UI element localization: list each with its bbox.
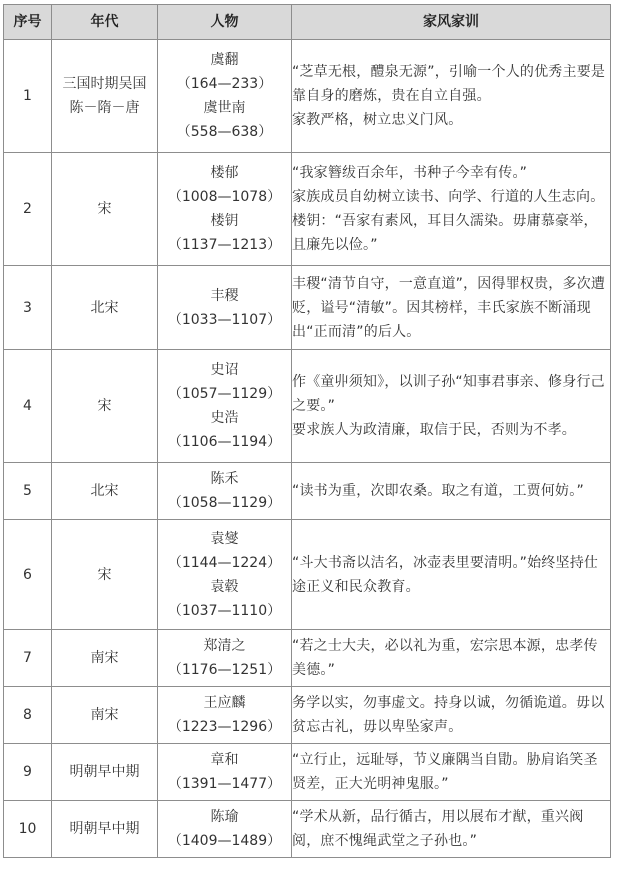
person-name: 史诏 xyxy=(210,362,239,378)
person-name: 陈瑜 xyxy=(210,809,239,825)
table-row xyxy=(4,744,611,801)
person-name: 陈禾 xyxy=(210,471,239,487)
row-family-rules xyxy=(292,153,611,266)
person-years: （1057—1129） xyxy=(167,386,282,402)
era-line: 北宋 xyxy=(90,299,119,316)
row-era xyxy=(52,153,158,266)
person-years: （1176—1251） xyxy=(167,662,282,678)
person-name: 史浩 xyxy=(210,410,239,426)
row-person xyxy=(158,153,292,266)
row-index: 7 xyxy=(4,630,52,687)
person-years: （558—638） xyxy=(176,124,273,140)
row-era xyxy=(52,40,158,153)
row-person xyxy=(158,801,292,858)
row-family-rules xyxy=(292,630,611,687)
person-years: （1223—1296） xyxy=(167,719,282,735)
person-name: 楼郁 xyxy=(210,165,239,181)
rule-text: “若之士大夫，必以礼为重，宏宗思本源，忠孝传美德。” xyxy=(292,638,598,678)
row-family-rules xyxy=(292,801,611,858)
person-years: （1144—1224） xyxy=(167,554,282,571)
rule-text: 作《童丱须知》，以训子孙“知事君事亲、修身行己之要。” xyxy=(292,374,605,414)
era-line: 陈－隋－唐 xyxy=(69,100,140,116)
era-line: 北宋 xyxy=(90,483,119,499)
row-index: 5 xyxy=(4,463,52,520)
table-row xyxy=(4,687,611,744)
person-name: 郑清之 xyxy=(203,638,246,654)
person-name: 王应麟 xyxy=(203,695,246,711)
row-person xyxy=(158,463,292,520)
person-years: （1058—1129） xyxy=(167,495,282,511)
row-era xyxy=(52,744,158,801)
row-index: 3 xyxy=(4,266,52,350)
person-name: 虞世南 xyxy=(203,100,246,116)
header-family-rules: 家风家训 xyxy=(292,5,611,40)
header-person: 人物 xyxy=(158,5,292,40)
rule-text: 务学以实，勿事虚文。持身以诚，勿循诡道。毋以贫忘古礼，毋以卑坠家声。 xyxy=(292,695,605,735)
row-index: 4 xyxy=(4,350,52,463)
era-line: 三国时期吴国 xyxy=(62,76,147,92)
table-row xyxy=(4,40,611,153)
rule-text: “立行止，远耻辱，节义廉隅当自勖。胁肩谄笑圣贤差，正大光明神鬼服。” xyxy=(292,752,598,792)
family-rules-table xyxy=(3,4,611,858)
row-index: 1 xyxy=(4,40,52,153)
rule-text: 丰稷“清节自守，一意直道”，因得罪权贵，多次遭贬，谥号“清敏”。因其榜样，丰氏家族不断涌现出“正而清”的后人。 xyxy=(292,275,606,340)
rule-text: “芝草无根，醴泉无源”，引喻一个人的优秀主要是靠自身的磨炼，贵在自立自强。 xyxy=(292,64,606,104)
row-person xyxy=(158,40,292,153)
era-line: 明朝早中期 xyxy=(69,821,140,837)
row-era xyxy=(52,266,158,350)
row-era xyxy=(52,630,158,687)
person-name: 章和 xyxy=(210,752,239,768)
row-index: 2 xyxy=(4,153,52,266)
era-line: 宋 xyxy=(97,398,112,414)
person-years: （1106—1194） xyxy=(167,434,282,450)
header-row xyxy=(4,5,611,40)
row-person xyxy=(158,687,292,744)
row-family-rules xyxy=(292,520,611,630)
person-years: （1033—1107） xyxy=(167,311,282,328)
row-index: 10 xyxy=(4,801,52,858)
row-family-rules xyxy=(292,463,611,520)
rule-text: “读书为重，次即农桑。取之有道，工贾何妨。” xyxy=(292,483,584,499)
row-family-rules xyxy=(292,687,611,744)
row-era xyxy=(52,520,158,630)
rule-text: “我家簪绂百余年，书种子今幸有传。” xyxy=(292,165,528,181)
row-person xyxy=(158,630,292,687)
header-era: 年代 xyxy=(52,5,158,40)
header-index: 序号 xyxy=(4,5,52,40)
rule-text: 家教严格，树立忠义门风。 xyxy=(292,112,463,128)
person-name: 楼钥 xyxy=(210,213,239,229)
era-line: 明朝早中期 xyxy=(69,764,140,780)
era-line: 南宋 xyxy=(90,650,119,666)
rule-text: “学术从新，品行循古，用以展布才猷，重兴阀阅，庶不愧绳武堂之子孙也。” xyxy=(292,809,584,849)
person-name: 虞翻 xyxy=(210,52,239,68)
person-name: 丰稷 xyxy=(210,287,239,304)
table-row xyxy=(4,520,611,630)
person-years: （1409—1489） xyxy=(167,833,282,849)
person-years: （1137—1213） xyxy=(167,237,282,253)
rule-text: 要求族人为政清廉，取信于民，否则为不孝。 xyxy=(292,422,576,438)
row-era xyxy=(52,463,158,520)
row-index: 6 xyxy=(4,520,52,630)
person-years: （1008—1078） xyxy=(167,189,282,205)
table-row xyxy=(4,350,611,463)
row-family-rules xyxy=(292,266,611,350)
table-row xyxy=(4,463,611,520)
row-person xyxy=(158,350,292,463)
era-line: 宋 xyxy=(97,201,112,217)
era-line: 南宋 xyxy=(90,707,119,723)
table-row xyxy=(4,630,611,687)
row-era xyxy=(52,687,158,744)
person-years: （1037—1110） xyxy=(167,602,282,619)
rule-text: “斗大书斋以洁名，冰壶表里要清明。”始终坚持仕途正义和民众教育。 xyxy=(292,554,599,595)
person-name: 袁毂 xyxy=(210,578,239,595)
row-family-rules xyxy=(292,350,611,463)
person-years: （164—233） xyxy=(176,76,273,92)
rule-text: 家族成员自幼树立读书、向学、行道的人生志向。 xyxy=(292,189,605,205)
row-era xyxy=(52,801,158,858)
person-years: （1391—1477） xyxy=(167,776,282,792)
row-family-rules xyxy=(292,40,611,153)
person-name: 袁燮 xyxy=(210,530,239,547)
row-person xyxy=(158,266,292,350)
row-index: 8 xyxy=(4,687,52,744)
era-line: 宋 xyxy=(97,566,112,583)
table-row xyxy=(4,153,611,266)
rule-text: 楼钥：“吾家有素风，耳目久濡染。毋庸慕豪举，且廉先以俭。” xyxy=(292,213,598,253)
row-family-rules xyxy=(292,744,611,801)
table-row xyxy=(4,266,611,350)
row-index: 9 xyxy=(4,744,52,801)
table-row xyxy=(4,801,611,858)
row-era xyxy=(52,350,158,463)
row-person xyxy=(158,744,292,801)
row-person xyxy=(158,520,292,630)
